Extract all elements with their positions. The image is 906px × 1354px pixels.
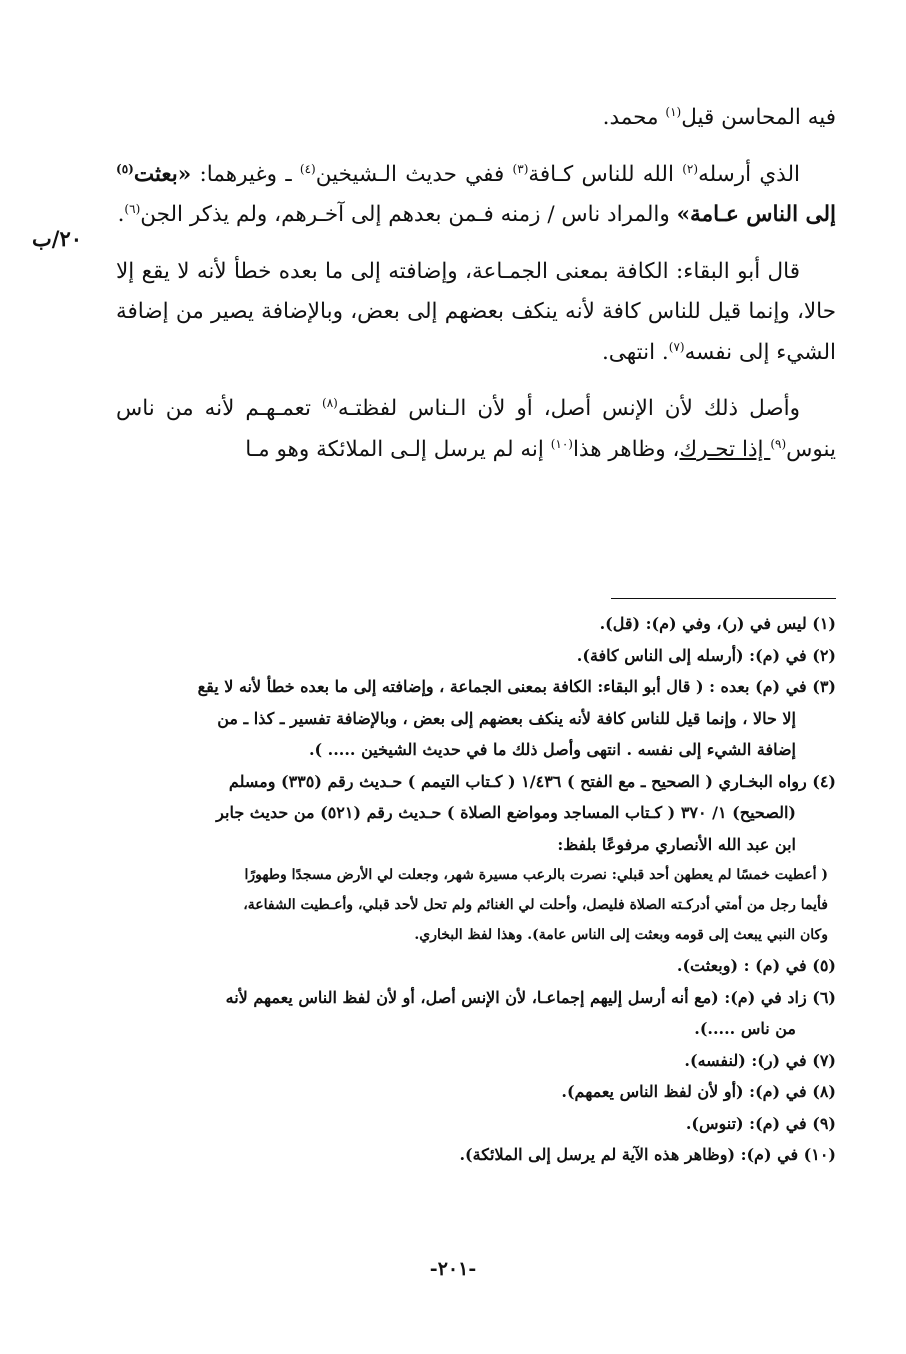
footnote-ref-7[interactable]: (٧) — [668, 339, 685, 354]
footnote-ref-9[interactable]: (٩) — [770, 436, 787, 451]
footnote-4-quote: وكان النبي يبعث إلى قومه وبعثت إلى الناس عامة). وهذا لفظ البخاري. — [414, 927, 828, 943]
paragraph-2: الذي أرسله$^{(٢)}$ الله للناس كـافة$^{(٣)}$ ففي حديث الـشيخين$^{(٤)}$ ـ وغيرهما: «بعثت$^{(٥)}$ إلى الناس عـامة» والمراد ناس / زمنه فـمن بعدهم إلى آخـرهم، ولم يذكر الجن$^{(٦)}$. — [116, 161, 836, 227]
footnote-4-continuation: ابن عبد الله الأنصاري مرفوعًا بلفظ: — [557, 834, 796, 854]
main-text — [116, 98, 836, 486]
footnote-ref-3[interactable]: (٣) — [512, 161, 529, 176]
footnote-5: (٥) في (م) : (وبعثت). — [676, 956, 836, 975]
footnote-3-continuation: إضافة الشيء إلى نفسه . انتهى وأصل ذلك ما في حديث الشيخين ..... ). — [308, 740, 796, 759]
footnote-ref-2[interactable]: (٢) — [682, 161, 699, 176]
footnote-2: (٢) في (م): (أرسله إلى الناس كافة). — [576, 645, 836, 665]
footnote-10: (١٠) في (م): (وظاهر هذه الآية لم يرسل إلى الملائكة). — [459, 1145, 836, 1164]
hadith-quote: «بعثت$^{(٥)}$ إلى الناس عـامة» — [116, 161, 836, 227]
footnote-4-continuation: (الصحيح) ١/ ٣٧٠ ( كـتاب المساجد ومواضع الصلاة ) حـديث رقم (٥٢١) من حديث جابر — [216, 803, 796, 822]
footnote-4-quote: فأيما رجل من أمتي أدركـته الصلاة فليصل، وأحلت لي الغنائم ولم تحل لأحد قبلي، وأعـطيت الشفاعة، — [243, 897, 828, 913]
underlined-word: إذا تحـرك — [679, 436, 771, 462]
footnote-4: (٤) رواه البخـاري ( الصحيح ـ مع الفتح ) ١/٤٣٦ ( كـتاب التيمم ) حـديث رقم (٣٣٥) ومسلم — [228, 771, 836, 791]
paragraph-1: فيه المحاسن قيل$^{(١)}$ محمد. — [602, 104, 836, 130]
paragraph-3: قال أبو البقاء: الكافة بمعنى الجمـاعة، وإضافته إلى ما بعده خطأ لأنه لا يقع إلا حالا، وإنما قيل للناس كافة لأنه ينكف بعضهم إلى بعض، وبالإضافة يصير من إضافة الشيء إلى نفسه$^{(٧)}$. انتهى. — [116, 258, 836, 365]
footnote-ref-5[interactable]: (٥) — [116, 161, 134, 176]
footnote-ref-10[interactable]: (١٠) — [550, 436, 573, 451]
footnote-separator — [611, 598, 836, 599]
footnote-3-continuation: إلا حالا ، وإنما قيل للناس كافة لأنه ينكف بعضهم إلى بعض ، وبالإضافة تفسير ـ كذا ـ من — [217, 708, 796, 728]
footnote-7: (٧) في (ر): (لنفسه). — [684, 1050, 836, 1070]
footnote-6: (٦) زاد في (م): (مع أنه أرسل إليهم إجماعـا، لأن الإنس أصل، أو لأن لفظ الناس يعمهم لأنه — [225, 987, 836, 1007]
footnote-ref-8[interactable]: (٨) — [322, 395, 338, 410]
paragraph-4: وأصل ذلك لأن الإنس أصل، أو لأن الـناس لفظتـه$^{(٨)}$ تعمـهـم لأنه من ناس ينوس$^{(٩)}$ إذا تحـرك، وظاهر هذا$^{(١٠)}$ إنه لم يرسل إلـى الملائكة وهو مـا — [116, 395, 836, 462]
margin-folio-note: ٢٠/ب — [32, 226, 83, 251]
footnote-6-continuation: من ناس .....). — [694, 1019, 796, 1038]
footnote-ref-4[interactable]: (٤) — [299, 161, 316, 176]
footnote-1: (١) ليس في (ر)، وفي (م): (قل). — [599, 614, 836, 633]
footnote-ref-6[interactable]: (٦) — [124, 201, 141, 216]
footnote-3: (٣) في (م) بعده : ( قال أبو البقاء: الكافة بمعنى الجماعة ، وإضافته إلى ما بعده خطأ لأنه لا يقع — [197, 677, 836, 696]
footnote-8: (٨) في (م): (أو لأن لفظ الناس يعمهم). — [561, 1082, 836, 1101]
footnote-4-quote: ( أعطيت خمسًا لم يعطهن أحد قبلي: نصرت بالرعب مسيرة شهر، وجعلت لي الأرض مسجدًا وطهورًا — [244, 867, 828, 883]
footnote-ref-1[interactable]: (١) — [665, 104, 682, 119]
footnotes — [106, 608, 836, 1171]
footnote-9: (٩) في (م): (تنوس). — [685, 1113, 836, 1133]
page-number: -٢٠١- — [429, 1258, 477, 1280]
